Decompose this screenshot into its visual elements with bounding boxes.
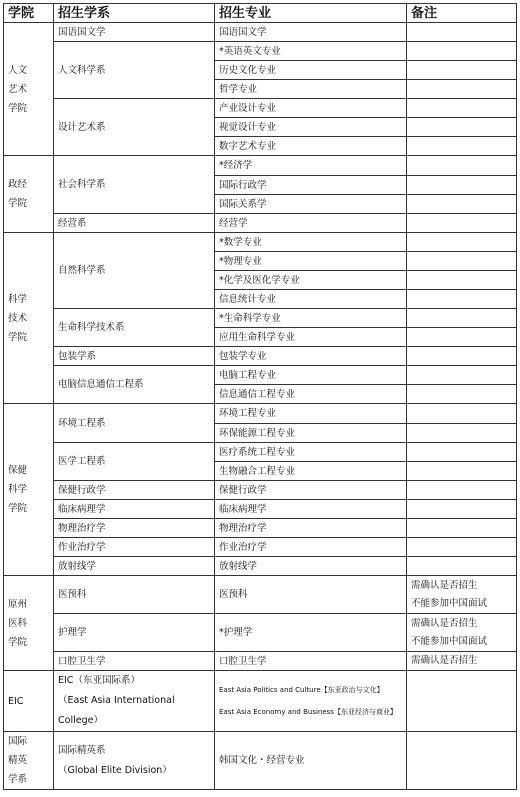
department-line: （East Asia International College） (58, 695, 175, 726)
major-cell (215, 732, 407, 790)
college-line: 政经 (8, 179, 28, 190)
major-line: 作业治疗学 (219, 541, 267, 553)
department-cell (54, 156, 215, 214)
major-cell (215, 347, 407, 366)
note-cell (407, 214, 517, 233)
major-cell (215, 614, 407, 652)
college-line: EIC (8, 695, 24, 707)
major-line: 医预科 (219, 589, 248, 600)
department-line: 临床病理学 (58, 503, 106, 515)
note-line: 不能参加中国面试 (411, 597, 488, 609)
note-cell (407, 481, 517, 500)
department-line: 作业治疗学 (58, 541, 106, 553)
note-cell (407, 309, 517, 328)
table-row (4, 538, 517, 557)
college-line: 学系 (8, 774, 28, 785)
department-line: 护理学 (58, 627, 87, 638)
table-body (4, 23, 517, 790)
department-cell (54, 519, 215, 538)
major-line: 国际关系学 (219, 198, 267, 210)
major-cell (215, 652, 407, 671)
department-line: 设计艺术系 (58, 121, 106, 133)
table-row (4, 214, 517, 233)
major-cell (215, 576, 407, 614)
major-line: *物理专业 (219, 255, 262, 267)
header-major: 招生专业 (215, 4, 407, 23)
note-cell (407, 519, 517, 538)
note-cell (407, 347, 517, 366)
major-cell (215, 233, 407, 252)
department-line: 国际精英系 (58, 744, 106, 756)
college-line: 学院 (8, 636, 28, 648)
note-cell (407, 61, 517, 80)
table-row (4, 347, 517, 366)
note-cell (407, 42, 517, 61)
department-cell (54, 42, 215, 99)
college-cell (4, 404, 54, 576)
major-cell (215, 519, 407, 538)
college-line: 学院 (8, 331, 28, 343)
note-cell (407, 462, 517, 481)
header-department: 招生学系 (54, 4, 215, 23)
major-cell (215, 214, 407, 233)
department-line: 医预科 (58, 589, 87, 600)
college-cell (4, 671, 54, 732)
note-cell (407, 538, 517, 557)
note-line: 不能参加中国面试 (411, 635, 488, 647)
note-cell (407, 404, 517, 424)
department-cell (54, 652, 215, 671)
note-line: 需确认是否招生 (411, 579, 478, 591)
major-cell (215, 23, 407, 42)
department-cell (54, 538, 215, 557)
department-line: （Global Elite Division） (58, 764, 172, 776)
major-line: 保健行政学 (219, 484, 267, 496)
department-cell (54, 23, 215, 42)
college-line: 精英 (8, 755, 28, 766)
department-line: 放射线学 (58, 560, 97, 572)
college-line: 原州 (8, 598, 28, 610)
department-line: 电脑信息通信工程系 (58, 379, 144, 390)
major-cell (215, 309, 407, 328)
major-cell (215, 404, 407, 424)
major-line: *数学专业 (219, 236, 262, 248)
major-cell (215, 481, 407, 500)
major-cell (215, 176, 407, 195)
major-cell (215, 42, 407, 61)
table-row (4, 519, 517, 538)
table-row (4, 23, 517, 42)
department-cell (54, 214, 215, 233)
major-cell (215, 137, 407, 156)
college-line: 学院 (8, 503, 28, 514)
major-line: East Asia Politics and Culture【东亚政治与文化】 (219, 686, 384, 694)
table-row (4, 99, 517, 118)
major-cell (215, 557, 407, 576)
college-line: 人文 (8, 64, 28, 76)
note-cell (407, 500, 517, 519)
admissions-table (3, 3, 517, 790)
college-cell (4, 233, 54, 404)
college-cell (4, 23, 54, 156)
note-cell (407, 195, 517, 214)
major-cell (215, 252, 407, 271)
major-line: 信息通信工程专业 (219, 388, 296, 400)
table-row (4, 156, 517, 176)
major-line: *生命科学专业 (219, 312, 281, 324)
major-cell (215, 462, 407, 481)
department-line: 环境工程系 (58, 417, 106, 429)
department-cell (54, 347, 215, 366)
major-line: 哲学专业 (219, 83, 258, 95)
note-cell (407, 99, 517, 118)
note-cell (407, 118, 517, 137)
college-line: 国际 (8, 736, 28, 747)
note-cell (407, 252, 517, 271)
major-line: 产业设计专业 (219, 102, 277, 114)
table-row (4, 404, 517, 424)
department-line: 经营系 (58, 217, 87, 229)
note-line: 需确认是否招生 (411, 655, 478, 666)
major-line: 包装学专业 (219, 350, 267, 362)
major-line: *化学及医化学专业 (219, 274, 300, 286)
department-line: EIC（东亚国际系） (58, 675, 140, 686)
table-row (4, 366, 517, 385)
table-row (4, 309, 517, 328)
major-line: East Asia Economy and Business【东亚经济与商业】 (219, 708, 397, 716)
college-line: 学院 (8, 198, 28, 209)
college-cell (4, 156, 54, 233)
major-line: *护理学 (219, 627, 253, 638)
college-line: 医科 (8, 617, 28, 629)
major-cell (215, 80, 407, 99)
department-cell (54, 99, 215, 156)
major-cell (215, 328, 407, 347)
major-line: 国语国文学 (219, 26, 267, 38)
major-line: 应用生命科学专业 (219, 331, 296, 343)
major-cell (215, 195, 407, 214)
department-cell (54, 443, 215, 481)
major-line: 韩国文化・经营专业 (219, 755, 305, 766)
college-cell (4, 732, 54, 790)
major-line: 历史文化专业 (219, 64, 277, 76)
major-line: 视觉设计专业 (219, 121, 277, 133)
department-cell (54, 557, 215, 576)
note-cell (407, 671, 517, 732)
department-line: 国语国文学 (58, 26, 106, 38)
college-line: 技术 (8, 312, 28, 324)
major-line: 经营学 (219, 217, 248, 229)
college-cell (4, 576, 54, 671)
table-row (4, 732, 517, 790)
table-row (4, 481, 517, 500)
department-line: 物理治疗学 (58, 522, 106, 534)
note-cell (407, 137, 517, 156)
table-row (4, 652, 517, 671)
note-cell (407, 176, 517, 195)
table-row (4, 233, 517, 252)
major-cell (215, 271, 407, 290)
major-line: 生物融合工程专业 (219, 465, 296, 477)
college-line: 保健 (8, 465, 28, 476)
major-cell (215, 156, 407, 176)
department-line: 自然科学系 (58, 265, 106, 276)
table-row (4, 500, 517, 519)
department-cell (54, 671, 215, 732)
note-cell (407, 80, 517, 99)
major-line: 放射线学 (219, 560, 258, 572)
department-line: 口腔卫生学 (58, 655, 106, 667)
note-cell (407, 652, 517, 671)
major-cell (215, 118, 407, 137)
department-cell (54, 309, 215, 347)
major-line: 信息统计专业 (219, 293, 277, 305)
note-cell (407, 156, 517, 176)
table-row (4, 614, 517, 652)
note-cell (407, 233, 517, 252)
department-cell (54, 233, 215, 309)
department-cell (54, 404, 215, 443)
department-line: 社会科学系 (58, 179, 106, 190)
note-cell (407, 23, 517, 42)
header-note: 备注 (407, 4, 517, 23)
major-cell (215, 99, 407, 118)
major-line: 环境工程专业 (219, 408, 277, 419)
table-row (4, 576, 517, 614)
major-line: *英语英文专业 (219, 45, 281, 57)
department-cell (54, 366, 215, 404)
major-cell (215, 366, 407, 385)
major-cell (215, 385, 407, 404)
major-line: 口腔卫生学 (219, 655, 267, 667)
major-line: 医疗系统工程专业 (219, 446, 296, 458)
note-cell (407, 576, 517, 614)
note-cell (407, 614, 517, 652)
note-cell (407, 732, 517, 790)
college-line: 艺术 (8, 83, 28, 95)
department-cell (54, 614, 215, 652)
major-line: 数字艺术专业 (219, 140, 277, 152)
major-cell (215, 61, 407, 80)
header-college: 学院 (4, 4, 54, 23)
department-line: 生命科学技术系 (58, 322, 125, 333)
department-cell (54, 732, 215, 790)
department-cell (54, 576, 215, 614)
department-line: 人文科学系 (58, 64, 106, 76)
major-cell (215, 671, 407, 732)
major-line: 国际行政学 (219, 179, 267, 191)
table-row (4, 443, 517, 462)
table-row (4, 671, 517, 732)
department-line: 包装学系 (58, 350, 97, 362)
note-cell (407, 366, 517, 385)
note-line: 需确认是否招生 (411, 617, 478, 629)
note-cell (407, 328, 517, 347)
major-line: 电脑工程专业 (219, 369, 277, 381)
major-cell (215, 538, 407, 557)
department-cell (54, 481, 215, 500)
department-cell (54, 500, 215, 519)
major-cell (215, 500, 407, 519)
major-line: 环保能源工程专业 (219, 427, 296, 439)
note-cell (407, 424, 517, 443)
college-line: 科学 (8, 484, 28, 495)
major-cell (215, 424, 407, 443)
major-line: 临床病理学 (219, 503, 267, 515)
note-cell (407, 271, 517, 290)
note-cell (407, 557, 517, 576)
note-cell (407, 385, 517, 404)
college-line: 学院 (8, 102, 28, 114)
department-line: 保健行政学 (58, 484, 106, 496)
header-row (4, 4, 517, 23)
table-row (4, 557, 517, 576)
major-cell (215, 443, 407, 462)
note-cell (407, 290, 517, 309)
college-line: 科学 (8, 293, 28, 305)
major-line: 物理治疗学 (219, 522, 267, 534)
table-row (4, 42, 517, 61)
department-line: 医学工程系 (58, 456, 106, 467)
major-cell (215, 290, 407, 309)
note-cell (407, 443, 517, 462)
major-line: *经济学 (219, 160, 253, 171)
